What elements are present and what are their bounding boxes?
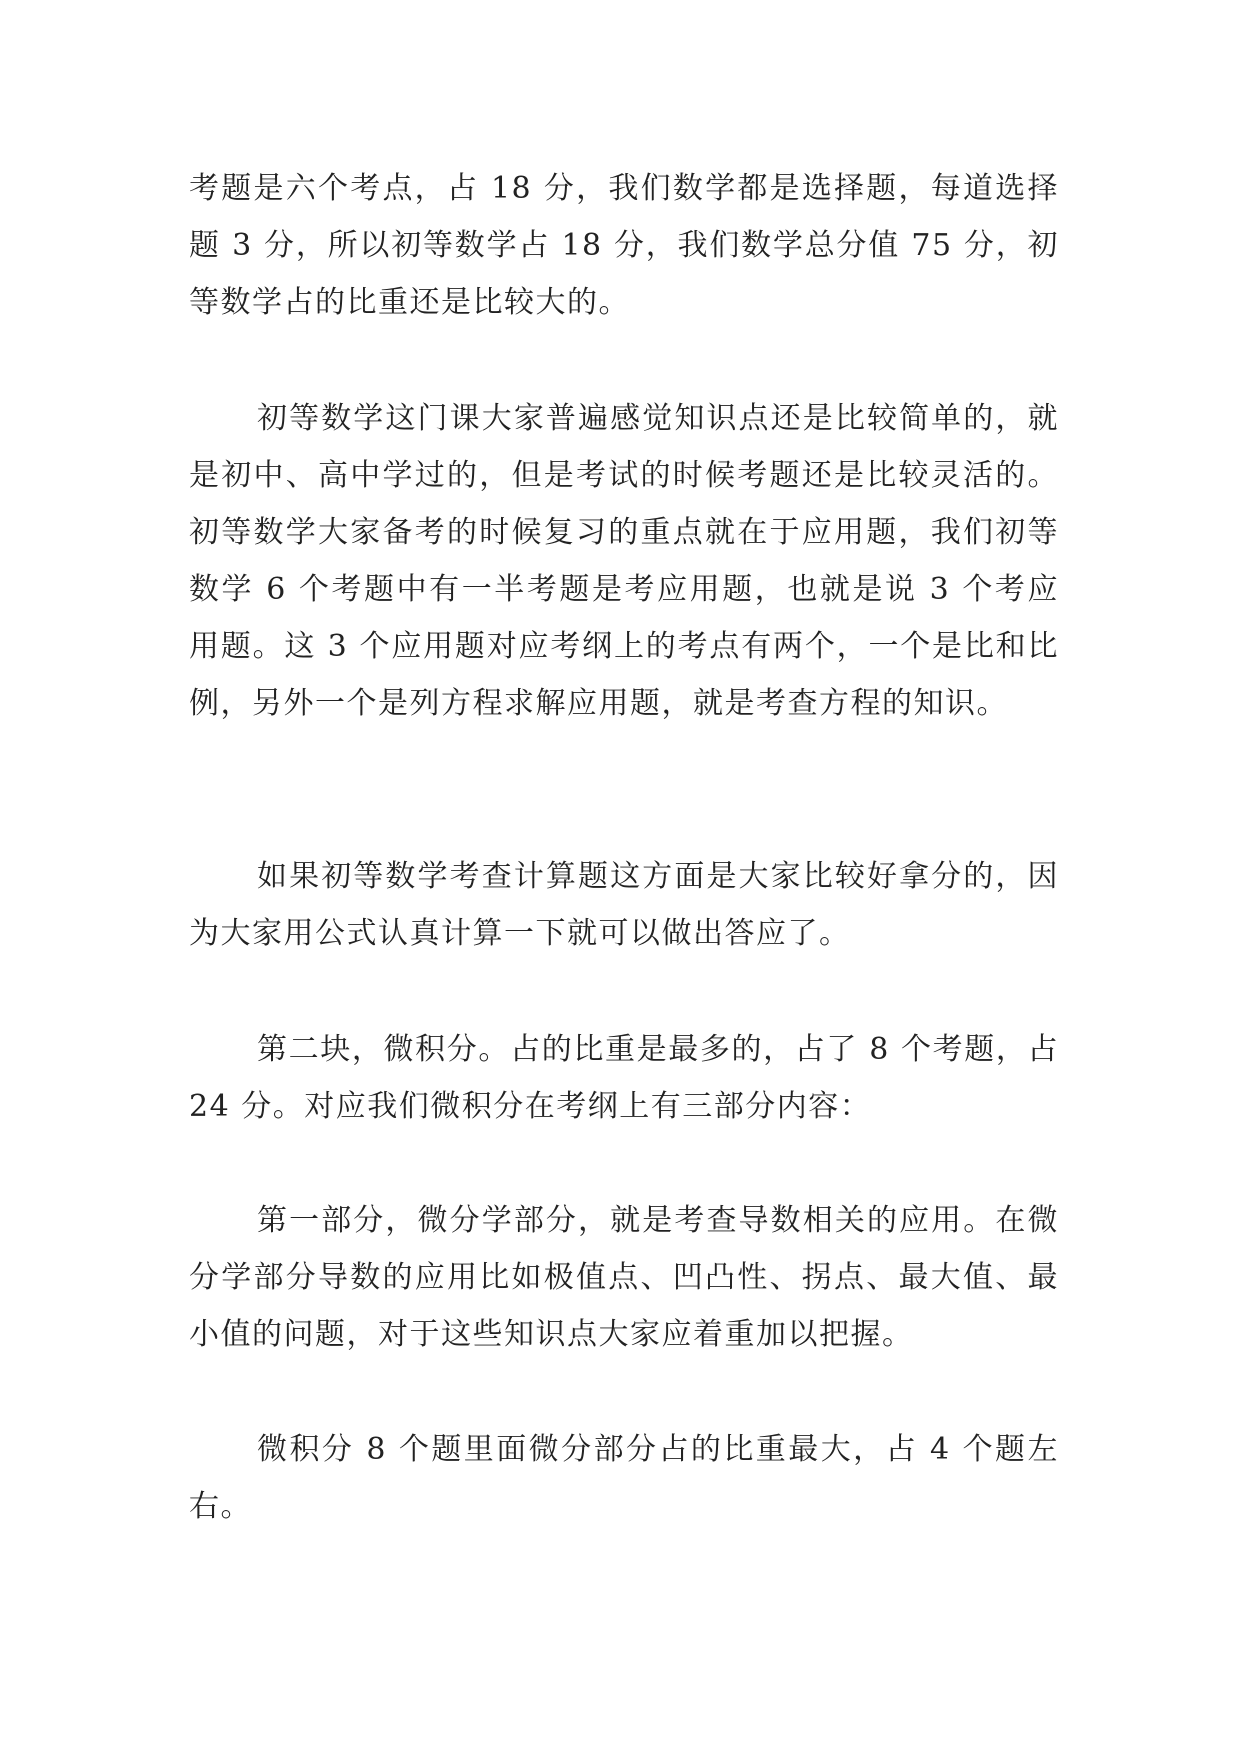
paragraph-exam-points: 考题是六个考点，占 18 分，我们数学都是选择题，每道选择题 3 分，所以初等数学占 18 分，我们数学总分值 75 分，初等数学占的比重还是比较大的。: [189, 171, 1059, 320]
paragraph-elementary-math: 初等数学这门课大家普遍感觉知识点还是比较简单的，就是初中、高中学过的，但是考试的时候考题还是比较灵活的。初等数学大家备考的时候复习的重点就在于应用题，我们初等数学 6 个考题中有一半考题是考应用题，也就是说 3 个考应用题。这 3 个应用题对应考纲上的考点有两个，一个是比和比例，另外一个是列方程求解应用题，就是考查方程的知识。: [189, 401, 1059, 721]
paragraph-calculus-section: 第二块，微积分。占的比重是最多的，占了 8 个考题，占 24 分。对应我们微积分在考纲上有三部分内容：: [189, 1032, 1059, 1124]
paragraph-calculation-questions: 如果初等数学考查计算题这方面是大家比较好拿分的，因为大家用公式认真计算一下就可以做出答应了。: [189, 859, 1059, 951]
paragraph-calculus-questions: 微积分 8 个题里面微分部分占的比重最大，占 4 个题左右。: [189, 1432, 1059, 1524]
paragraph-differential-part: 第一部分，微分学部分，就是考查导数相关的应用。在微分学部分导数的应用比如极值点、凹凸性、拐点、最大值、最小值的问题，对于这些知识点大家应着重加以把握。: [189, 1203, 1059, 1352]
